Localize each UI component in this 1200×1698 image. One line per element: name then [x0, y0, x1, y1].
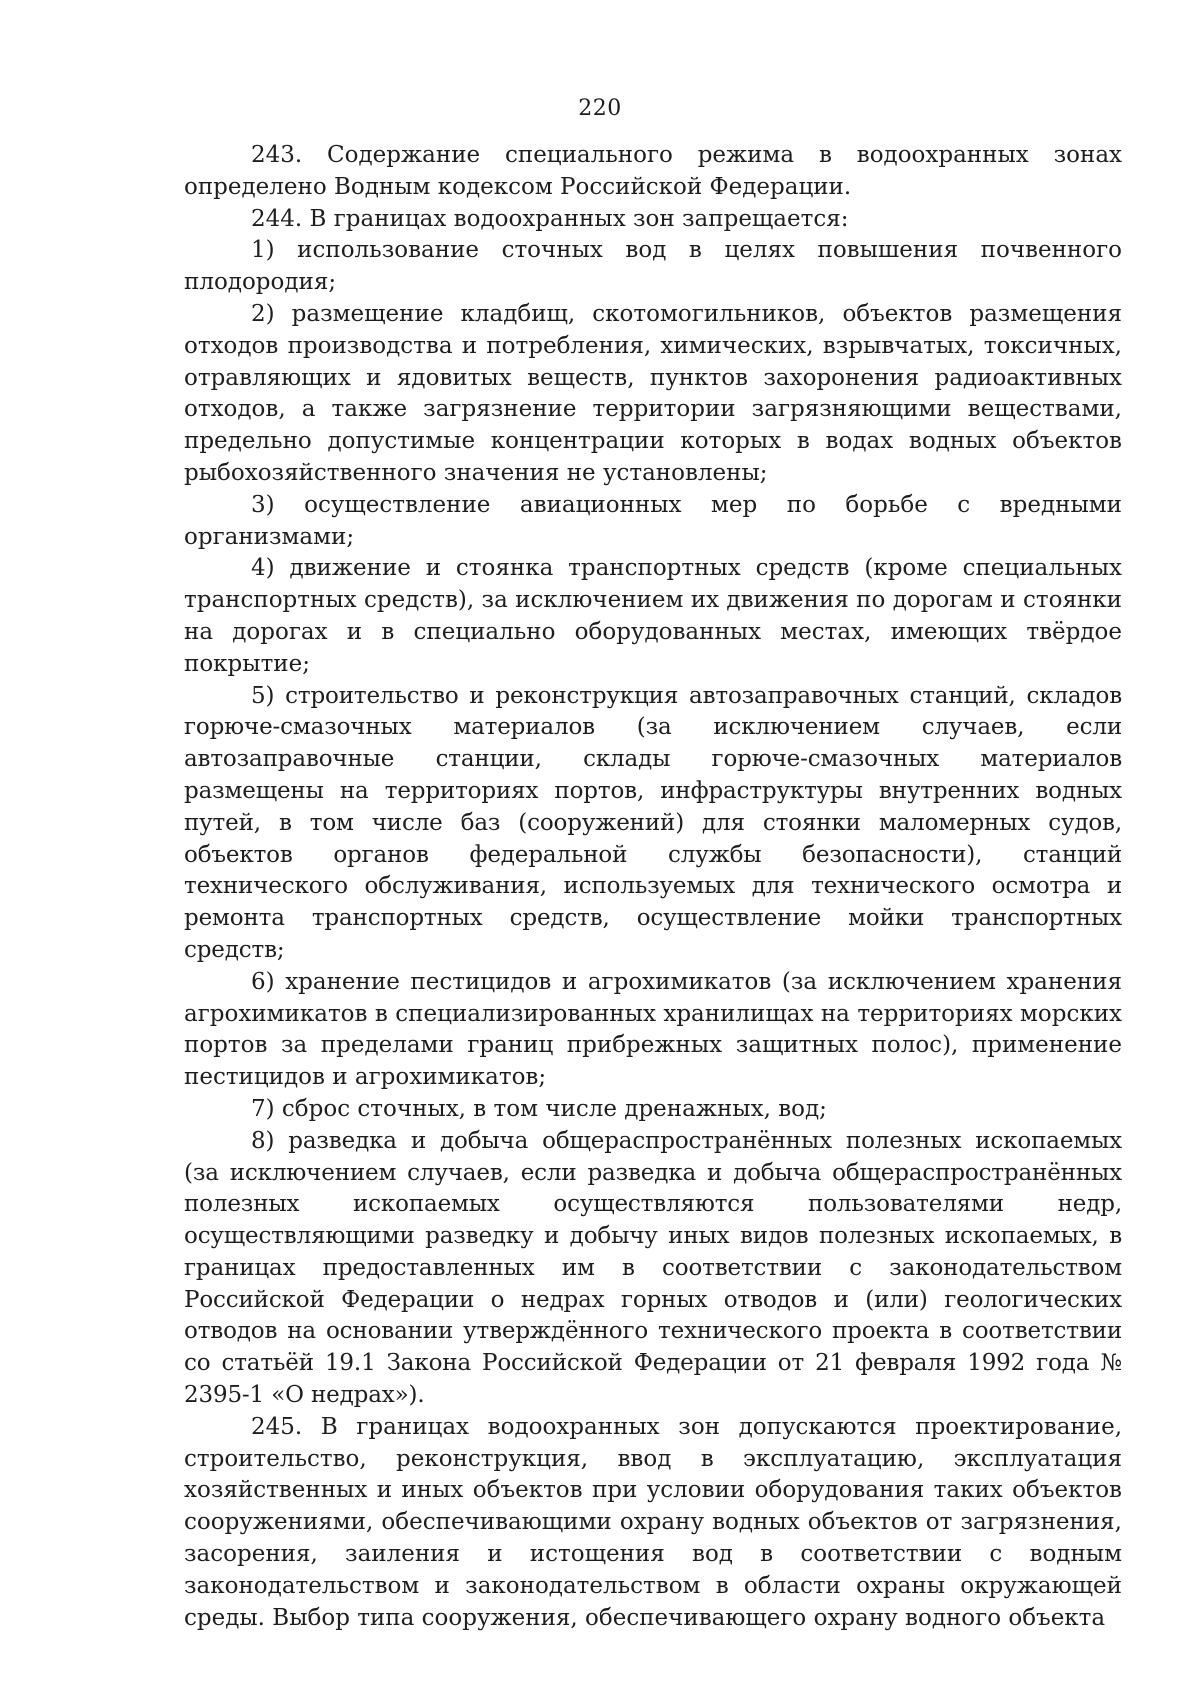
paragraph-245: 245. В границах водоохранных зон допускаются проектирование, строительство, реконструкция, ввод в эксплуатацию, эксплуатация хозяйственных и иных объектов при условии оборудования таких объектов сооружениями, обеспечивающими охрану водных объектов от загрязнения, засорения, заиления и истощения вод в соответствии с водным законодательством и законодательством в области охраны окружающей среды. Выбор типа сооружения, обеспечивающего охрану водного объекта: [184, 1413, 1122, 1631]
list-item-4: 4) движение и стоянка транспортных средств (кроме специальных транспортных средств), за исключением их движения по дорогам и стоянки на дорогах и в специально оборудованных местах, имеющих твёрдое покрытие;: [184, 555, 1122, 677]
paragraph-244: 244. В границах водоохранных зон запрещается:: [251, 205, 849, 232]
list-item-7: 7) сброс сточных, в том числе дренажных, вод;: [251, 1095, 827, 1122]
list-item-6: 6) хранение пестицидов и агрохимикатов (за исключением хранения агрохимикатов в специализированных хранилищах на территориях морских портов за пределами границ прибрежных защитных полос), применение пестицидов и агрохимикатов;: [184, 968, 1122, 1091]
list-item-1: 1) использование сточных вод в целях повышения почвенного плодородия;: [184, 237, 1122, 296]
paragraph-243: 243. Содержание специального режима в водоохранных зонах определено Водным кодексом Российской Федерации.: [184, 142, 1122, 200]
document-body: [184, 140, 1122, 1634]
page-number: 220: [578, 96, 622, 121]
list-item-3: 3) осуществление авиационных мер по борьбе с вредными организмами;: [184, 491, 1122, 550]
list-item-8: 8) разведка и добыча общераспространённых полезных ископаемых (за исключением случаев, если разведка и добыча общераспространённых полезных ископаемых осуществляются пользователями недр, осуществляющими разведку и добычу иных видов полезных ископаемых, в границах предоставленных им в соответствии с законодательством Российской Федерации о недрах горных отводов и (или) геологических отводов на основании утверждённого технического проекта в соответствии со статьёй 19.1 Закона Российской Федерации от 21 февраля 1992 года № 2395-1 «О недрах»).: [184, 1127, 1122, 1409]
list-item-5: 5) строительство и реконструкция автозаправочных станций, складов горюче-смазочных материалов (за исключением случаев, если автозаправочные станции, склады горюче-смазочных материалов размещены на территориях портов, инфраструктуры внутренних водных путей, в том числе баз (сооружений) для стоянки маломерных судов, объектов органов федеральной службы безопасности), станций технического обслуживания, используемых для технического осмотра и ремонта транспортных средств, осуществление мойки транспортных средств;: [184, 682, 1122, 963]
list-item-2: 2) размещение кладбищ, скотомогильников, объектов размещения отходов производства и потребления, химических, взрывчатых, токсичных, отравляющих и ядовитых веществ, пунктов захоронения радиоактивных отходов, а также загрязнение территории загрязняющими веществами, предельно допустимые концентрации которых в водах водных объектов рыбохозяйственного значения не установлены;: [184, 300, 1122, 486]
